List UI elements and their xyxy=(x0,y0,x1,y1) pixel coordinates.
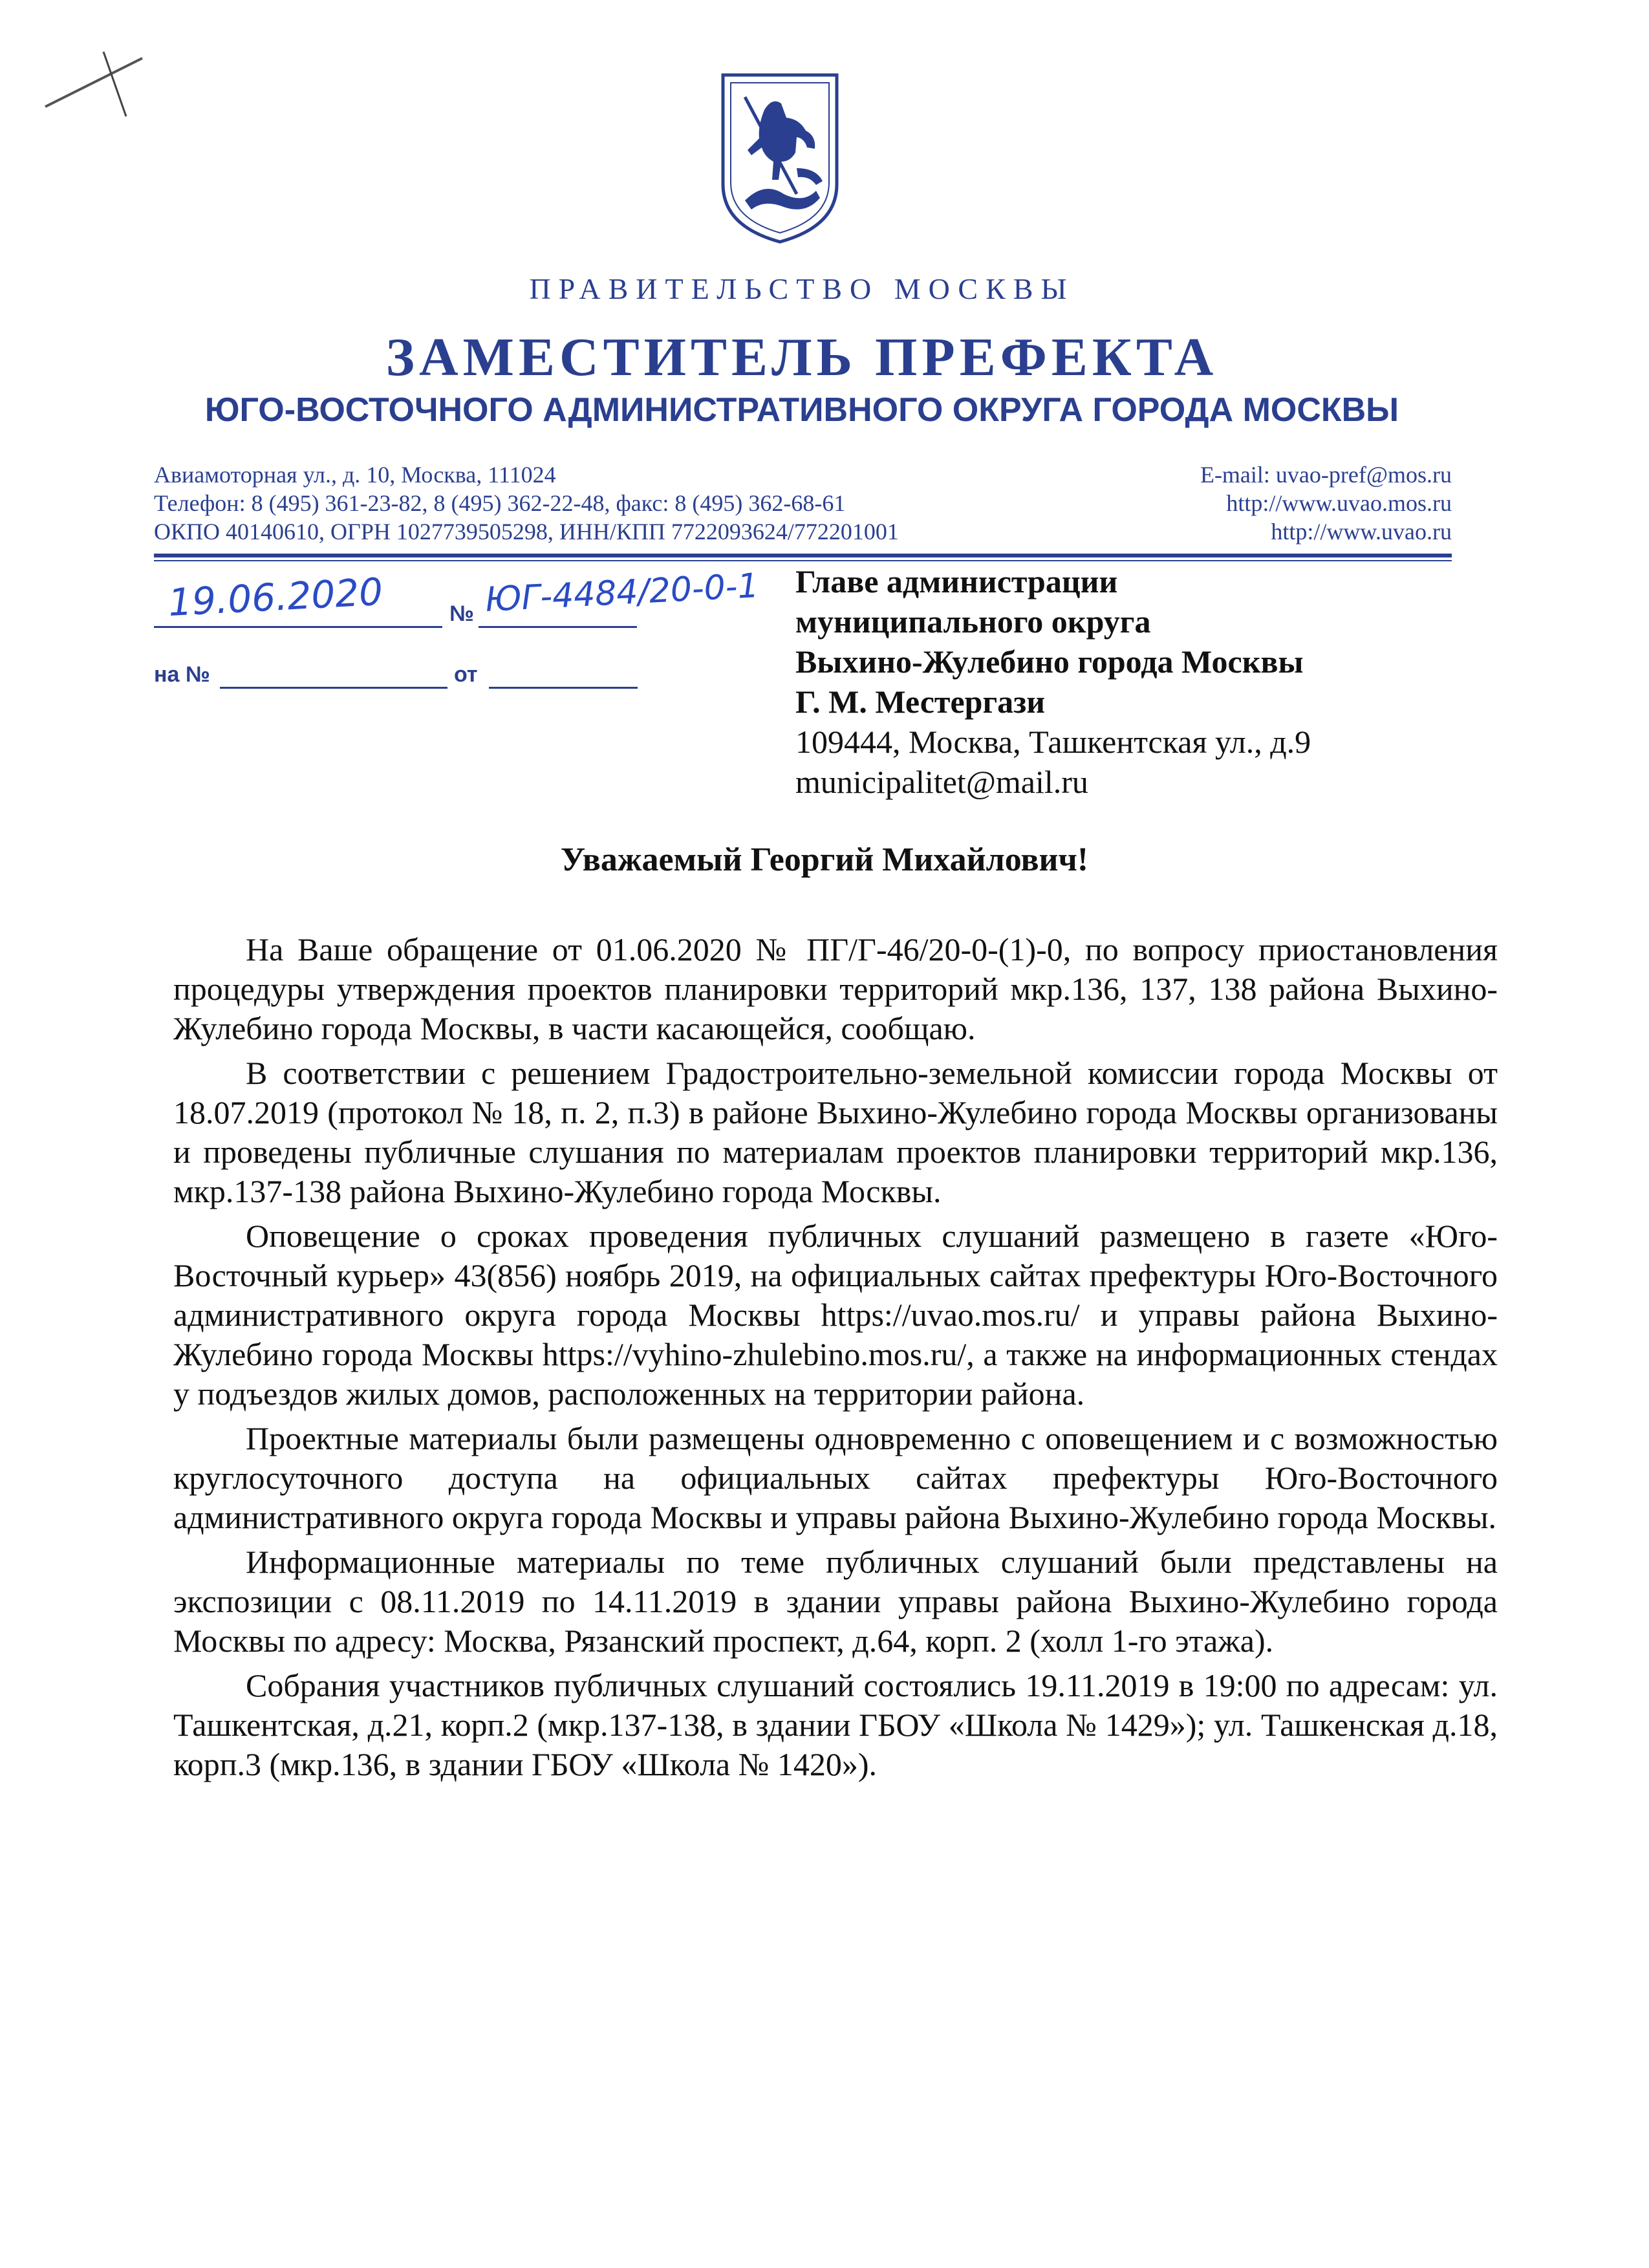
contacts-right xyxy=(1200,460,1452,546)
reference-label: на № xyxy=(154,662,210,687)
deputy-prefect-title: ЗАМЕСТИТЕЛЬ ПРЕФЕКТА xyxy=(385,327,1218,387)
office-email: E-mail: uvao-pref@mos.ru xyxy=(1200,462,1452,488)
handwritten-number: ЮГ-4484/20-0-1 xyxy=(484,566,760,620)
paragraph: Собрания участников публичных слушаний состоялись 19.11.2019 в 19:00 по адресам: ул. Ташкентская, д.21, корп.2 (мкр.137-138, в здании ГБОУ «Школа № 1429»); ул. Ташкенская д.18, корп.3 (мкр.136, в здании ГБОУ «Школа № 1420»). xyxy=(173,1667,1498,1782)
office-address: Авиамоторная ул., д. 10, Москва, 111024 xyxy=(154,462,556,488)
office-phones: Телефон: 8 (495) 361-23-82, 8 (495) 362-22-48, факс: 8 (495) 362-68-61 xyxy=(154,490,846,516)
addressee-district: Выхино-Жулебино города Москвы xyxy=(795,643,1304,680)
contacts-left xyxy=(154,460,899,546)
number-label: № xyxy=(449,601,474,626)
paragraph: Информационные материалы по теме публичных слушаний были представлены на экспозиции с 08.11.2019 по 14.11.2019 в здании управы района Выхино-Жулебино города Москвы по адресу: Москва, Рязанский проспект, д.64, корп. 2 (холл 1-го этажа). xyxy=(173,1544,1498,1659)
from-field-line xyxy=(489,687,638,689)
government-name: ПРАВИТЕЛЬСТВО МОСКВЫ xyxy=(529,272,1075,305)
date-field-line xyxy=(154,626,442,628)
salutation: Уважаемый Георгий Михайлович! xyxy=(560,841,1089,878)
header-rule-thick xyxy=(154,554,1452,557)
addressee-block xyxy=(795,561,1311,802)
addressee-email: municipalitet@mail.ru xyxy=(795,764,1088,800)
paragraph: Оповещение о сроках проведения публичных слушаний размещено в газете «Юго-Восточный курьер» 43(856) ноябрь 2019, на официальных сайтах префектуры Юго-Восточного административного округа города Москвы https://uvao.mos.ru/ и управы района Выхино-Жулебино города Москвы https://vyhino-zhulebino.mos.ru/, а также на информационных стендах у подъездов жилых домов, расположенных на территории района. xyxy=(173,1218,1498,1412)
staple-mark-icon xyxy=(39,45,149,123)
addressee-address: 109444, Москва, Ташкентская ул., д.9 xyxy=(795,724,1311,760)
paragraph: В соответствии с решением Градостроительно-земельной комиссии города Москвы от 18.07.2019 (протокол № 18, п. 2, п.3) в районе Выхино-Жулебино города Москвы организованы и проведены публичные слушания по материалам проектов планировки территорий мкр.136, мкр.137-138 района Выхино-Жулебино города Москвы. xyxy=(173,1055,1498,1209)
from-label: от xyxy=(454,662,478,687)
addressee-position: Главе администрации xyxy=(795,563,1118,599)
office-site-2: http://www.uvao.ru xyxy=(1271,519,1452,545)
addressee-name: Г. М. Местергази xyxy=(795,684,1046,720)
paragraph: На Ваше обращение от 01.06.2020 № ПГ/Г-46/20-0-(1)-0, по вопросу приостановления процедуры утверждения проектов планировки территорий мкр.136, 137, 138 района Выхино-Жулебино города Москвы, в части касающейся, сообщаю. xyxy=(173,931,1498,1046)
paragraph: Проектные материалы были размещены одновременно с оповещением и с возможностью круглосуточного доступа на официальных сайтах префектуры Юго-Восточного административного округа города Москвы и управы района Выхино-Жулебино города Москвы. xyxy=(173,1420,1498,1535)
reference-field-line xyxy=(220,687,447,689)
handwritten-date: 19.06.2020 xyxy=(167,569,384,625)
office-site-1: http://www.uvao.mos.ru xyxy=(1226,490,1452,516)
office-codes: ОКПО 40140610, ОГРН 1027739505298, ИНН/КПП 7722093624/772201001 xyxy=(154,519,899,545)
district-title: ЮГО-ВОСТОЧНОГО АДМИНИСТРАТИВНОГО ОКРУГА ГОРОДА МОСКВЫ xyxy=(204,391,1399,429)
letter-body xyxy=(173,930,1498,1789)
moscow-coat-of-arms-icon xyxy=(719,71,841,246)
addressee-organization: муниципального округа xyxy=(795,603,1151,640)
number-field-line xyxy=(479,626,637,628)
